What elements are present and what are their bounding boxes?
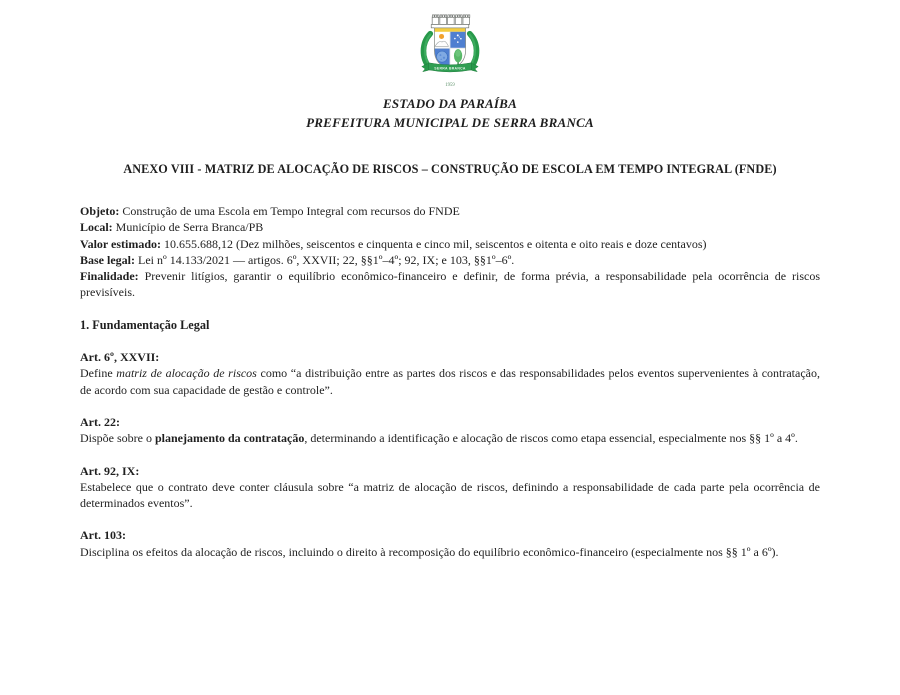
info-label: Valor estimado: [80, 236, 161, 251]
article-heading: Art. 6º, XXVII: [80, 350, 160, 365]
article-text-run: Define [80, 366, 117, 381]
info-value: Lei nº 14.133/2021 — artigos. 6º, XXVII; 22, §§1º–4º; 92, IX; e 103, §§1º–6º. [135, 252, 515, 267]
info-line-local [80, 219, 820, 235]
info-line-valor-estimado [80, 236, 820, 252]
article-heading: Art. 103: [80, 528, 126, 543]
crest-banner-text: SERRA BRANCA [434, 66, 466, 71]
info-block [80, 203, 820, 301]
article-heading: Art. 92, IX: [80, 463, 140, 478]
info-label: Base legal: [80, 252, 135, 267]
document-body [0, 161, 900, 560]
info-line-objeto [80, 203, 820, 219]
info-label: Finalidade: [80, 269, 139, 284]
crest-year-text: 1959 [445, 83, 455, 89]
article-art-6-xxvii [80, 349, 820, 398]
info-label: Objeto: [80, 204, 120, 218]
section-heading-fundamentacao-legal: 1. Fundamentação Legal [80, 317, 210, 332]
document-title: ANEXO VIII - MATRIZ DE ALOCAÇÃO DE RISCOS – CONSTRUÇÃO DE ESCOLA EM TEMPO INTEGRAL (FNDE) [123, 162, 777, 176]
article-body: Estabelece que o contrato deve conter cláusula sobre “a matriz de alocação de riscos, definindo a responsabilidade de cada parte pela ocorrência de determinados eventos”. [80, 479, 820, 511]
info-label: Local: [80, 220, 113, 235]
coat-of-arms-icon [417, 13, 483, 90]
article-body [80, 365, 820, 398]
article-text-bold-run: planejamento da contratação [155, 431, 305, 446]
document-header [0, 0, 900, 132]
municipality-name: PREFEITURA MUNICIPAL DE SERRA BRANCA [306, 114, 594, 130]
article-art-92-ix [80, 463, 820, 512]
article-body: Disciplina os efeitos da alocação de riscos, incluindo o direito à recomposição do equilíbrio econômico-financeiro (especialmente nos §§ 1º a 6º). [80, 544, 779, 559]
article-art-22 [80, 414, 820, 447]
article-text-run: como “a distribuição entre as partes dos riscos e das responsabilidades pelos eventos supervenientes à contratação, de acordo com sua capacidade de gestão e controle”. [80, 366, 820, 397]
quarter-stars [450, 32, 466, 48]
info-line-finalidade [80, 268, 820, 301]
article-text-italic-run: matriz de alocação de riscos [116, 366, 257, 381]
article-heading: Art. 22: [80, 414, 120, 429]
info-value: 10.655.688,12 (Dez milhões, seiscentos e cinquenta e cinco mil, seiscentos e oitenta e oito reais e doze centavos) [161, 236, 707, 251]
article-body [80, 430, 820, 446]
article-text-run: Dispõe sobre o [80, 431, 155, 446]
article-text-run: , determinando a identificação e alocação de riscos como etapa essencial, especialmente nos §§ 1º a 4º. [304, 431, 798, 446]
info-line-base-legal [80, 252, 820, 268]
info-value: Prevenir litígios, garantir o equilíbrio econômico-financeiro e definir, de forma prévia, a responsabilidade pela ocorrência de riscos previsíveis. [80, 269, 820, 300]
article-art-103 [80, 527, 820, 560]
info-value: Construção de uma Escola em Tempo Integral com recursos do FNDE [119, 204, 460, 218]
info-value: Município de Serra Branca/PB [112, 220, 264, 235]
mural-crown [431, 15, 470, 28]
state-name: ESTADO DA PARAÍBA [382, 96, 518, 111]
sun-symbol [439, 34, 444, 39]
